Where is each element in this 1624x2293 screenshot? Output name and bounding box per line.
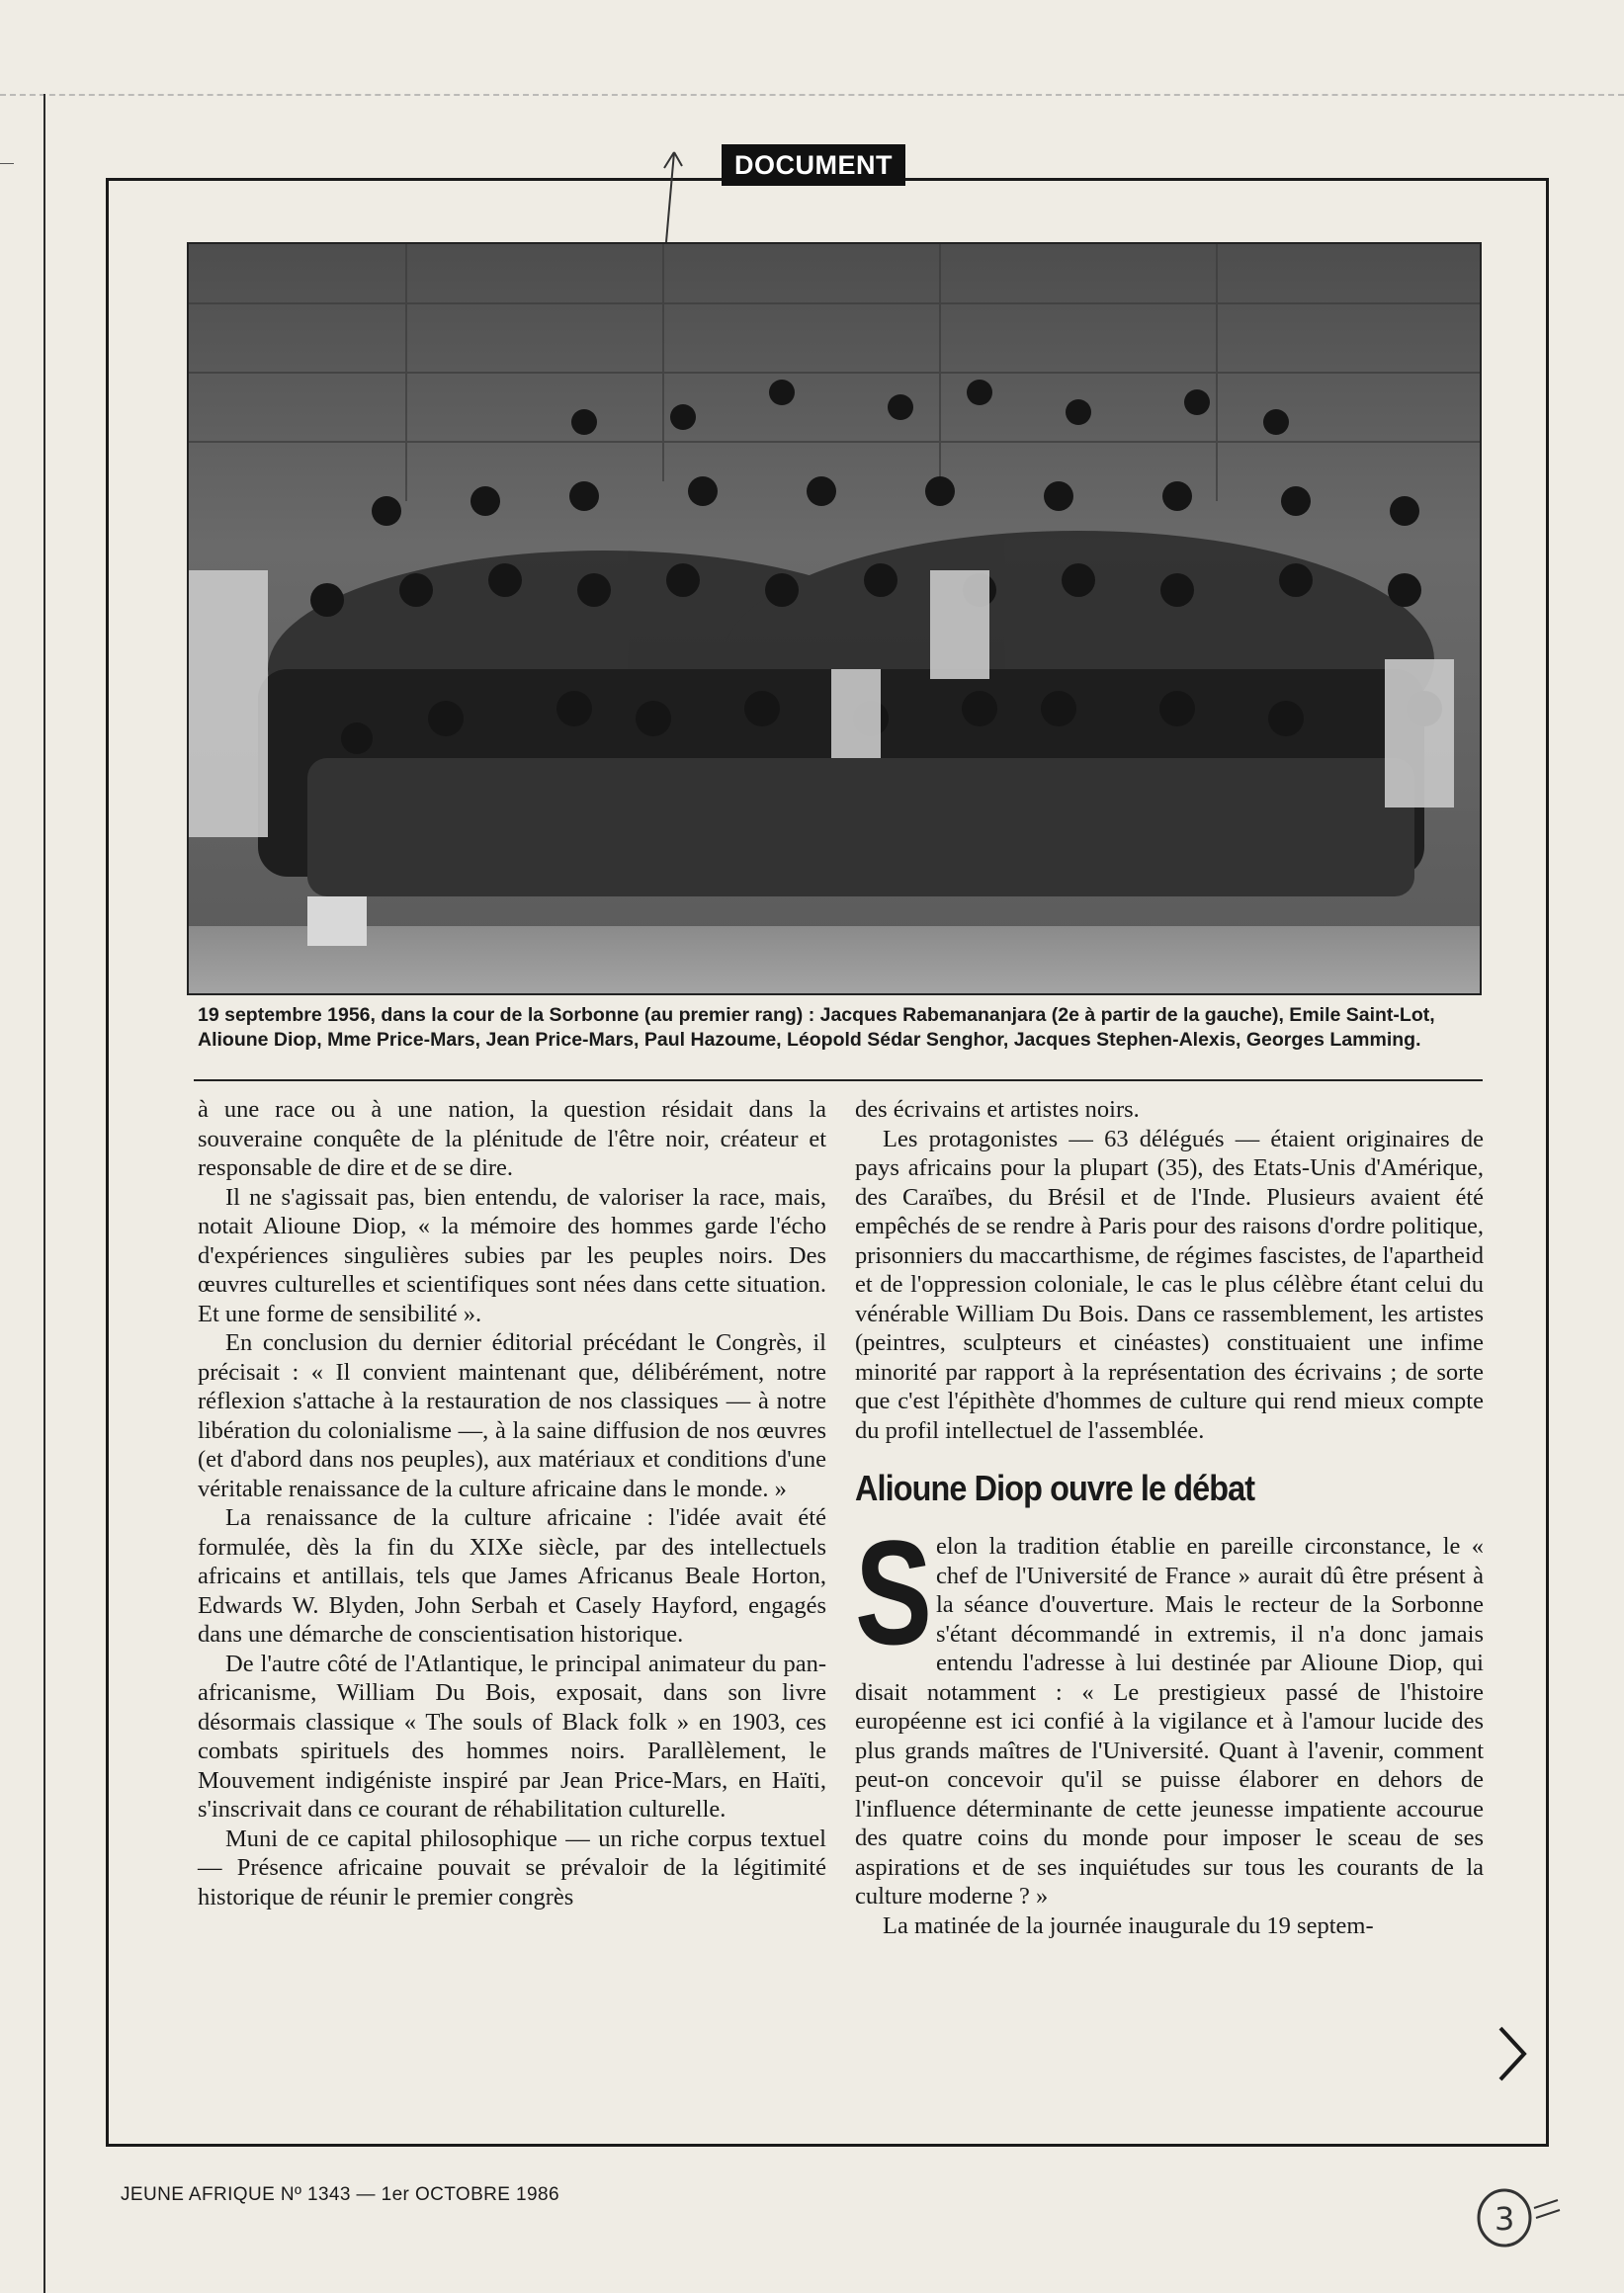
section-tag: DOCUMENT: [722, 144, 905, 186]
section-subheading: Alioune Diop ouvre le débat: [855, 1468, 1255, 1508]
paragraph: Il ne s'agissait pas, bien entendu, de valoriser la race, mais, notait Alioune Diop, « la mémoire des hommes garde l'écho d'expériences singulières subies par les peuples noirs. Des œuvres culturelles et scientifiques sont nées dans cette situation. Et une forme de sensibilité ».: [198, 1183, 826, 1327]
page-mark-text: 3: [1495, 2200, 1515, 2238]
paragraph: Les protagonistes — 63 délégués — étaient originaires de pays africains pour la plupart (35), des Etats-Unis d'Amérique, des Caraïbes, du Brésil et de l'Inde. Plusieurs avaient été empêchés de se rendre à Paris pour des raisons d'ordre politique, prisonniers du maccarthisme, de régimes fascistes, de l'apartheid et de l'oppression coloniale, le cas le plus célèbre étant celui du vénérable William Du Bois. Dans ce rassemblement, les artistes (peintres, sculpteurs et cinéastes) constituaient une infime minorité par rapport à la représentation des écrivains ; de sorte que c'est l'épithète d'hommes de culture qui rend mieux compte du profil intellectuel de l'assemblée.: [855, 1125, 1484, 1444]
paragraph-with-dropcap: [855, 1509, 1484, 1911]
group-photograph: [187, 242, 1482, 995]
paragraph-text: elon la tradition établie en pareille circonstance, le « chef de l'Université de France » aurait dû être présent à la séance d'ouverture. Mais le recteur de la Sorbonne s'étant décommandé in extremis, il n'a donc jamais entendu l'adresse à lui destinée par Alioune Diop, qui disait notamment : « Le prestigieux passé de l'histoire européenne est ici confié à la vigilance et à l'amour lucide des plus grands maîtres de l'Université. Quant à l'avenir, comment peut-on concevoir qu'il se puisse élaborer en dehors de l'influence déterminante de cette jeunesse impatiente accourue des quatre coins du monde pour imposer le sceau de ses aspirations et de ses inquiétudes sur tous les courants de la culture moderne ? »: [855, 1533, 1484, 1910]
page-edge-rule: [43, 94, 45, 2293]
paragraph: De l'autre côté de l'Atlantique, le principal animateur du pan-africanisme, William Du Bois, exposait, dans son livre désormais classique « The souls of Black folk » en 1903, ces combats spirituels des hommes noirs. Parallèlement, le Mouvement indigéniste inspiré par Jean Price-Mars, en Haïti, s'inscrivait dans ce courant de réhabilitation culturelle.: [198, 1650, 826, 1823]
paragraph: à une race ou à une nation, la question résidait dans la souveraine conquête de la plénitude de l'être noir, créateur et responsable de dire et de se dire.: [198, 1096, 826, 1181]
paragraph: La matinée de la journée inaugurale du 19 septem-: [883, 1911, 1374, 1939]
article-right-column: [855, 1095, 1484, 1940]
photo-illustration: [189, 244, 1482, 995]
article-left-column: [198, 1095, 826, 1911]
handwritten-page-number: [1475, 2186, 1564, 2260]
drop-cap: S: [855, 1509, 933, 1675]
paragraph: En conclusion du dernier éditorial précédant le Congrès, il précisait : « Il convient maintenant que, délibérément, notre réflexion s'attache à la restauration de nos classiques — à notre libération du colonialisme —, à la saine diffusion de nos œuvres (et d'abord dans nos peuples), aux matériaux et conditions d'une véritable renaissance de la culture africaine dans le monde. »: [198, 1329, 826, 1502]
margin-tick: [0, 163, 14, 164]
scan-edge-line: [0, 94, 1624, 96]
caption-divider: [194, 1079, 1483, 1081]
paragraph: La renaissance de la culture africaine : l'idée avait été formulée, dès la fin du XIXe siècle, par des intellectuels africains et antillais, tels que James Africanus Beale Horton, Edwards W. Blyden, John Serbah et Casely Hayford, engagés dans une démarche de conscientisation historique.: [198, 1504, 826, 1648]
paragraph: des écrivains et artistes noirs.: [855, 1096, 1140, 1123]
continue-arrow-icon: [1493, 2024, 1532, 2083]
footer-publication-line: JEUNE AFRIQUE Nº 1343 — 1er OCTOBRE 1986: [121, 2184, 559, 2205]
paragraph: Muni de ce capital philosophique — un riche corpus textuel — Présence africaine pouvait se prévaloir de la légitimité historique de réunir le premier congrès: [198, 1825, 826, 1911]
circled-page-mark-icon: [1475, 2186, 1564, 2255]
photo-caption: 19 septembre 1956, dans la cour de la Sorbonne (au premier rang) : Jacques Rabemananjara (2e à partir de la gauche), Emile Saint-Lot, Alioune Diop, Mme Price-Mars, Jean Price-Mars, Paul Hazoume, Léopold Sédar Senghor, Jacques Stephen-Alexis, Georges Lamming.: [198, 1004, 1435, 1051]
